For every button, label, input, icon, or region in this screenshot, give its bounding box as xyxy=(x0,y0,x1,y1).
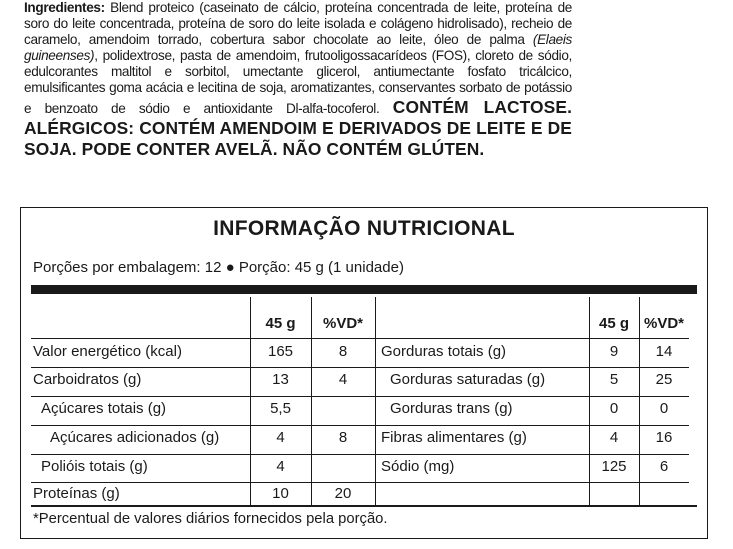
nutrient-amount: 5,5 xyxy=(270,400,291,417)
nutrition-facts-table xyxy=(20,207,708,539)
column-divider xyxy=(375,297,376,505)
row-divider xyxy=(31,396,375,397)
right-vd-header: %VD* xyxy=(643,315,684,332)
nutrient-vd: 14 xyxy=(655,343,673,360)
left-vd-header: %VD* xyxy=(322,315,363,332)
nutrient-vd: 0 xyxy=(659,400,669,417)
nutrient-amount: 0 xyxy=(609,400,619,417)
nutrient-vd: 25 xyxy=(655,371,673,388)
nutrient-name: Gorduras totais (g) xyxy=(381,343,507,360)
nutrient-name: Gorduras trans (g) xyxy=(390,400,513,417)
ingredients-label: Ingredientes: xyxy=(24,0,105,15)
row-divider xyxy=(375,454,689,455)
nutrient-amount: 10 xyxy=(272,485,289,502)
nutrient-name: Gorduras saturadas (g) xyxy=(390,371,546,388)
row-divider xyxy=(375,367,689,368)
nutrient-vd: 8 xyxy=(338,429,348,446)
footnote: *Percentual de valores diários fornecidos pela porção. xyxy=(33,511,388,527)
bottom-divider xyxy=(31,505,697,507)
portion-info: Porções por embalagem: 12 ● Porção: 45 g (1 unidade) xyxy=(33,259,404,276)
nutrient-amount: 5 xyxy=(609,371,619,388)
ingredients-list-part-1: Blend proteico (caseinato de cálcio, proteína concentrada de leite, proteína de soro do leite concentrada, proteína de soro do leite isolada e colágeno hidrolisado), recheio de caramelo, amendoim torrado, cobertura sabor chocolate ao leite, óleo de palma xyxy=(24,0,572,48)
right-amount-header: 45 g xyxy=(598,315,629,332)
nutrient-amount: 4 xyxy=(276,429,285,446)
row-divider xyxy=(375,482,689,483)
nutrient-amount: 9 xyxy=(609,343,619,360)
ingredients-text xyxy=(24,0,572,160)
nutrient-amount: 125 xyxy=(601,458,627,475)
nutrient-name: Polióis totais (g) xyxy=(41,458,148,475)
nutrient-name: Açúcares totais (g) xyxy=(41,400,167,417)
nutrient-vd: 20 xyxy=(334,485,352,502)
nutrient-amount: 4 xyxy=(276,458,285,475)
row-divider xyxy=(31,367,375,368)
row-divider xyxy=(375,396,689,397)
row-divider xyxy=(31,425,375,426)
nutrient-name: Valor energético (kcal) xyxy=(33,343,182,360)
nutrient-vd: 8 xyxy=(338,343,348,360)
nutrient-vd: 16 xyxy=(655,429,673,446)
left-amount-header: 45 g xyxy=(265,315,296,332)
allergen-warning: CONTÉM LACTOSE. ALÉRGICOS: CONTÉM AMENDOIM E DERIVADOS DE LEITE E DE SOJA. PODE CONTER AVELÃ. NÃO CONTÉM GLÚTEN. xyxy=(24,96,573,159)
row-divider xyxy=(31,338,375,339)
nutrition-title: INFORMAÇÃO NUTRICIONAL xyxy=(213,217,515,240)
row-divider xyxy=(375,425,689,426)
nutrient-name: Proteínas (g) xyxy=(33,485,120,502)
nutrient-name: Açúcares adicionados (g) xyxy=(50,429,220,446)
ingredients-scientific-name: (Elaeis guineenses) xyxy=(24,32,572,64)
nutrient-vd: 6 xyxy=(659,458,669,475)
nutrient-vd: 4 xyxy=(338,371,348,388)
nutrient-amount: 13 xyxy=(272,371,289,388)
thick-divider xyxy=(31,285,697,294)
nutrient-amount: 165 xyxy=(267,343,294,360)
nutrient-amount: 4 xyxy=(609,429,619,446)
row-divider xyxy=(31,454,375,455)
ingredients-list-part-2: , polidextrose, pasta de amendoim, frutooligossacarídeos (FOS), cloreto de sódio, edulcorantes maltitol e sorbitol, umectante glicerol, antiumectante fosfato tricálcico, emulsificantes goma acácia e lecitina de soja, aromatizantes, conservantes sorbato de potássio e benzoato de sódio e antioxidante Dl-alfa-tocoferol. xyxy=(24,48,572,116)
nutrient-name: Carboidratos (g) xyxy=(33,371,142,388)
row-divider xyxy=(375,338,689,339)
nutrient-name: Sódio (mg) xyxy=(381,458,455,475)
row-divider xyxy=(31,482,375,483)
nutrient-name: Fibras alimentares (g) xyxy=(381,429,527,446)
